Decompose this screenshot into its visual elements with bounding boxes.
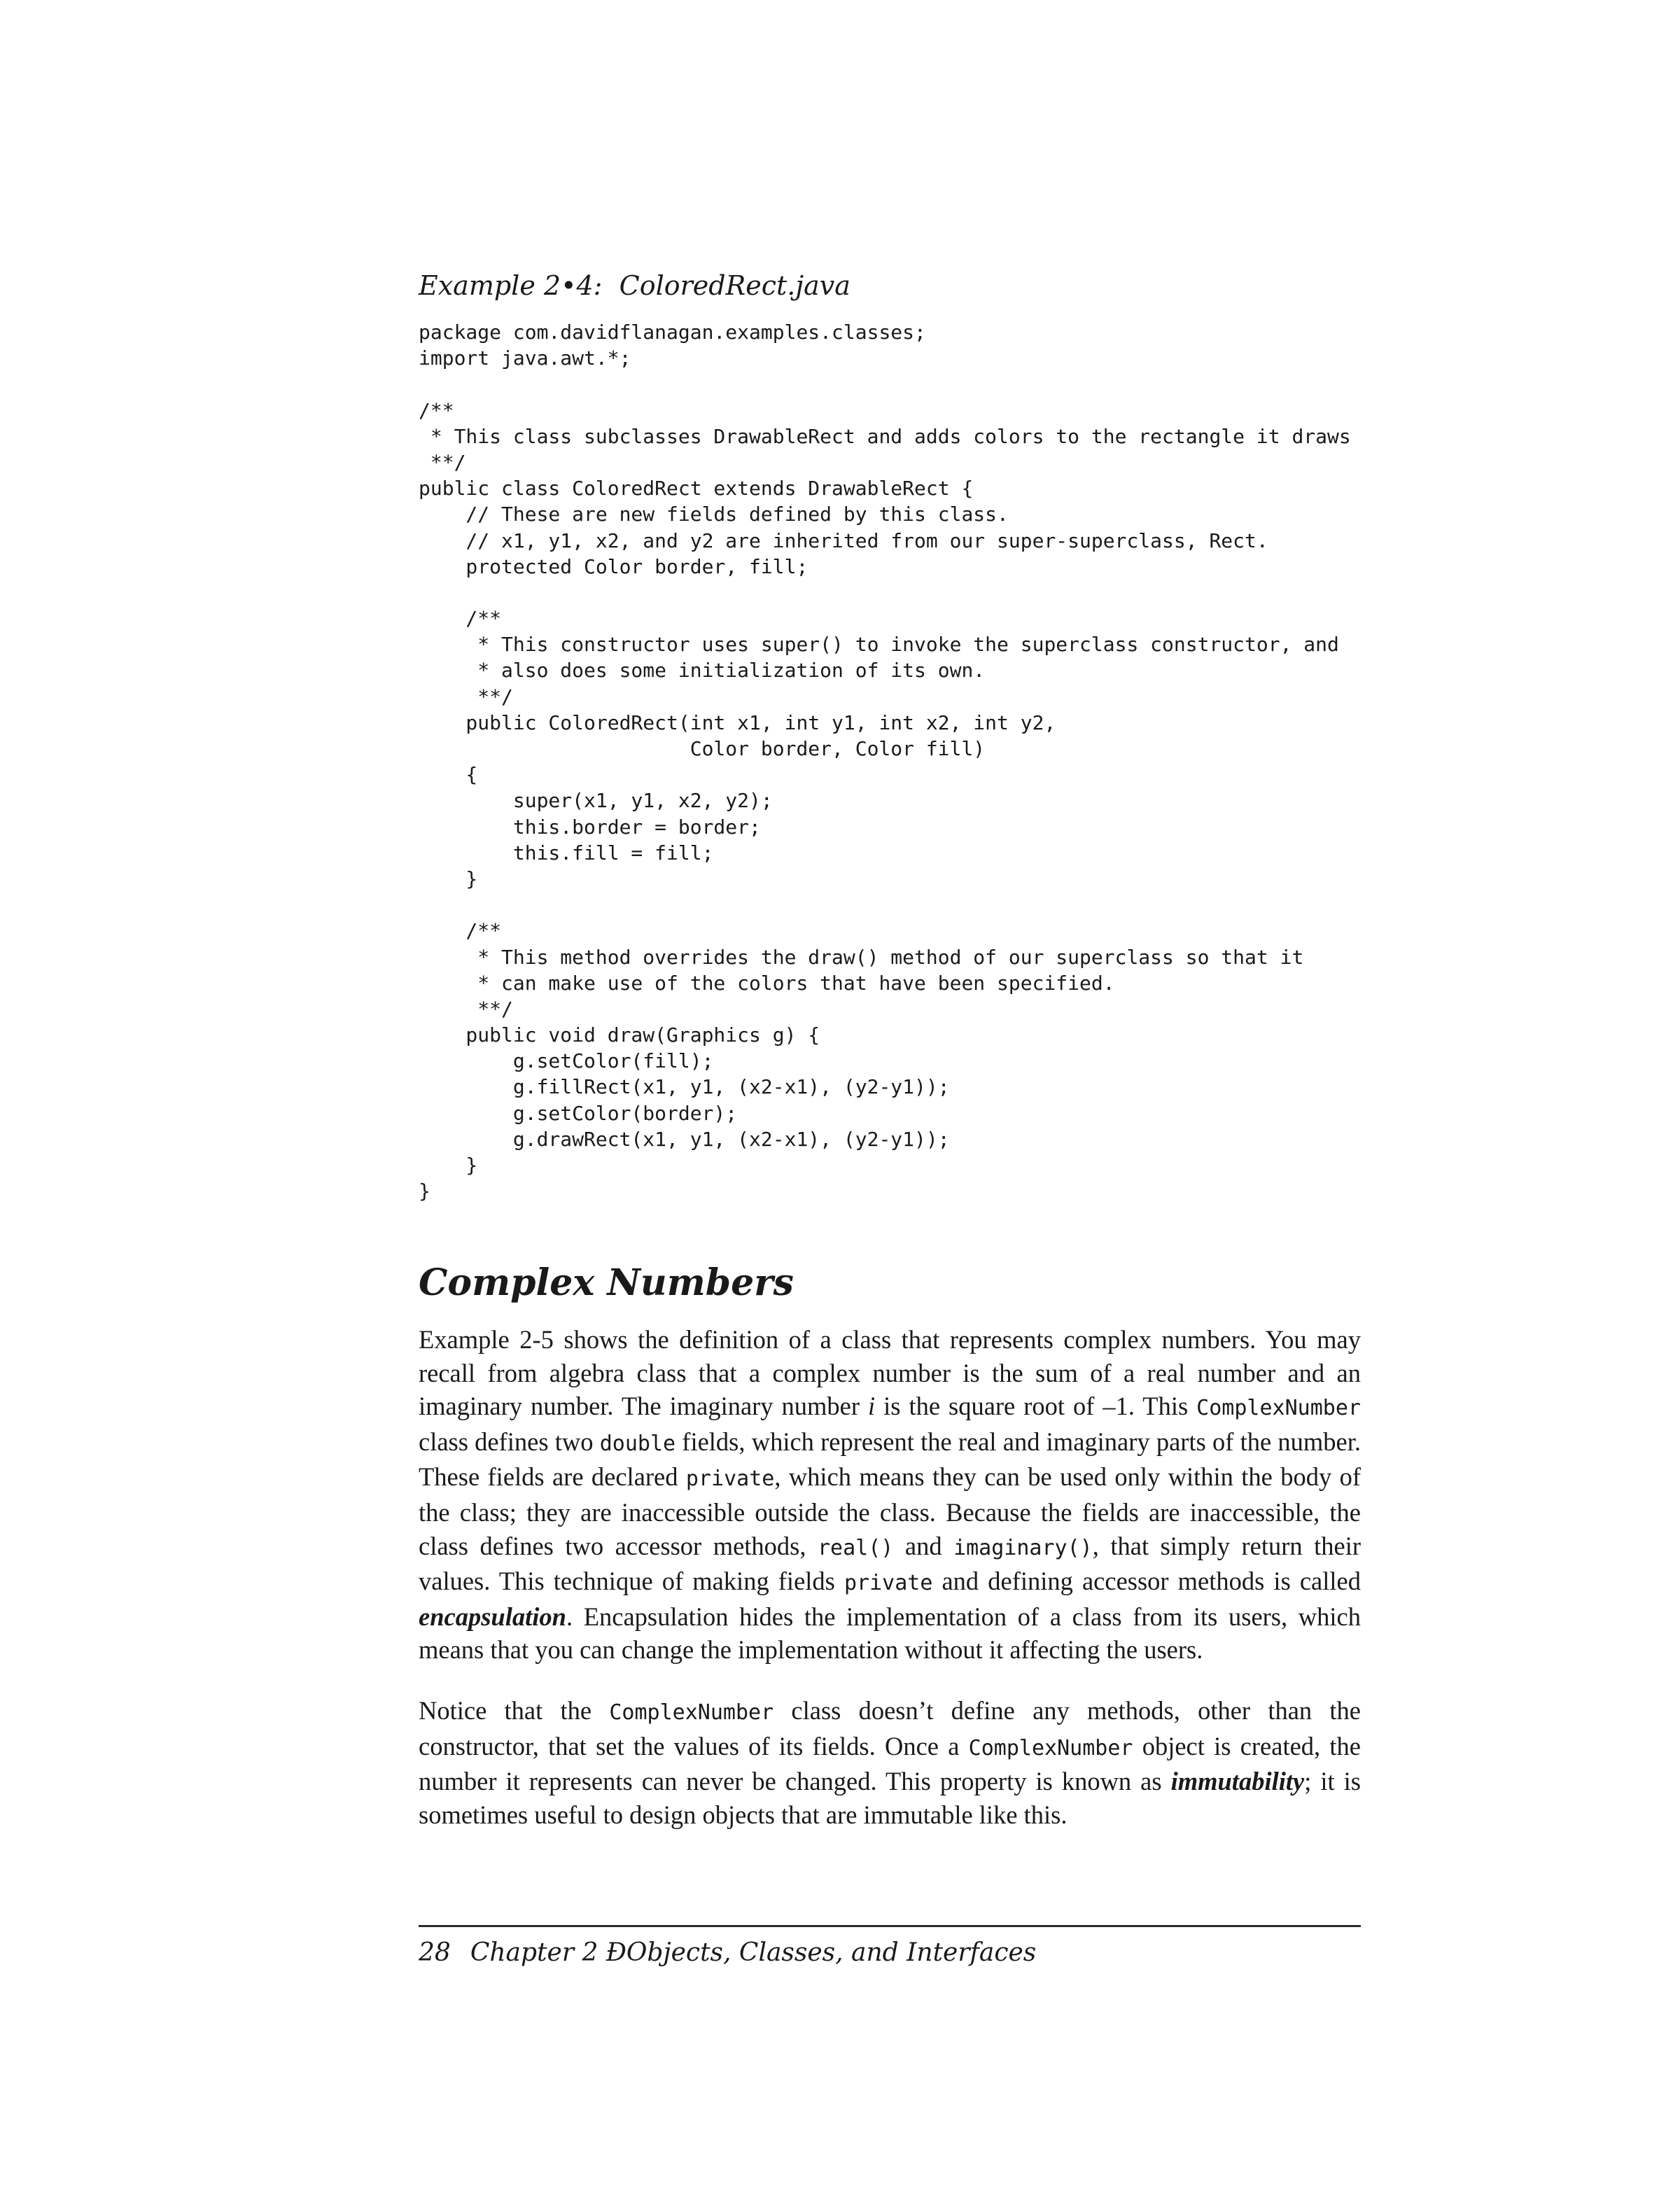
code-line: super(x1, y1, x2, y2); <box>419 789 773 813</box>
code-line: this.border = border; <box>419 815 761 839</box>
text-run: , that simply return their values. This technique of making fields <box>419 1531 1361 1596</box>
code-line: this.fill = fill; <box>419 841 714 864</box>
text-run: is the square root of –1. This <box>875 1392 1197 1421</box>
code-line: g.setColor(fill); <box>419 1049 714 1073</box>
text-run: Notice that the <box>419 1696 610 1725</box>
example-caption: Example 2•4: ColoredRect.java <box>419 270 850 301</box>
emphasis: immutability <box>1170 1767 1305 1796</box>
code-line <box>419 371 1351 397</box>
text-run: class defines two <box>419 1427 600 1456</box>
emphasis: encapsulation <box>419 1602 566 1631</box>
inline-code: ComplexNumber <box>609 1700 774 1725</box>
code-line: } <box>419 1180 430 1203</box>
inline-code: private <box>685 1466 775 1492</box>
code-line: /** <box>419 607 502 631</box>
inline-code: double <box>599 1431 676 1456</box>
text-run: object is created, the number it represents can never be changed. This property is known as <box>419 1731 1362 1796</box>
text-run: fields, which represent the real and imaginary parts of the number. These fields are declared <box>419 1427 1361 1492</box>
code-line: * can make use of the colors that have been specified. <box>419 971 1115 995</box>
code-listing <box>419 319 1351 1204</box>
body-paragraph <box>419 1694 1361 1831</box>
code-line: package com.davidflanagan.examples.classes; <box>419 321 926 344</box>
code-line: **/ <box>419 997 513 1021</box>
text-run: Example 2-5 shows the definition of a class that represents complex numbers. You may recall from algebra class that a complex number is the sum of a real number and an imaginary number. The imaginary number <box>419 1325 1361 1421</box>
page-number: 28 <box>419 1938 451 1967</box>
page-footer <box>419 1933 1036 1973</box>
text-run: ; it is sometimes useful to design objects that are immutable like this. <box>419 1767 1361 1829</box>
text-run: and defining accessor methods is called <box>932 1567 1361 1596</box>
code-line: public class ColoredRect extends DrawableRect { <box>419 477 974 500</box>
code-line: import java.awt.*; <box>419 346 631 370</box>
code-line: } <box>419 867 478 890</box>
code-line: * This method overrides the draw() method of our superclass so that it <box>419 945 1304 969</box>
code-line: **/ <box>419 450 466 474</box>
code-line: public void draw(Graphics g) { <box>419 1023 820 1047</box>
code-line: * This constructor uses super() to invoke the superclass constructor, and <box>419 633 1339 657</box>
code-line: /** <box>419 398 454 422</box>
code-line: * also does some initialization of its own. <box>419 659 986 682</box>
inline-code: imaginary() <box>953 1535 1093 1560</box>
section-heading: Complex Numbers <box>419 1261 794 1304</box>
code-line: g.drawRect(x1, y1, (x2-x1), (y2-y1)); <box>419 1127 950 1151</box>
code-line <box>419 892 1351 918</box>
code-line: public ColoredRect(int x1, int y1, int x2, int y2, <box>419 710 1056 734</box>
inline-code: real() <box>818 1535 894 1560</box>
footer-divider <box>419 1925 1361 1927</box>
body-paragraph <box>419 1323 1361 1667</box>
inline-code: private <box>844 1571 933 1596</box>
text-run: , which means they can be used only within the body of the class; they are inaccessible outside the class. Because the fields are inaccessible, the class defines two accessor methods, <box>419 1462 1361 1560</box>
emphasis: i <box>868 1392 876 1421</box>
inline-code: ComplexNumber <box>1196 1396 1361 1421</box>
code-line: protected Color border, fill; <box>419 554 808 578</box>
code-line: { <box>419 763 478 787</box>
code-line: g.setColor(border); <box>419 1101 738 1125</box>
code-line: * This class subclasses DrawableRect and adds colors to the rectangle it draws <box>419 424 1351 448</box>
code-line: // These are new fields defined by this class. <box>419 503 1009 526</box>
code-line: } <box>419 1154 478 1177</box>
code-line: /** <box>419 919 502 943</box>
code-line: // x1, y1, x2, and y2 are inherited from our super-superclass, Rect. <box>419 528 1268 552</box>
code-line <box>419 580 1351 606</box>
chapter-title: Chapter 2 ĐObjects, Classes, and Interfaces <box>470 1938 1037 1967</box>
code-line: g.fillRect(x1, y1, (x2-x1), (y2-y1)); <box>419 1075 950 1099</box>
text-run: class doesn’t define any methods, other than the constructor, that set the values of its fields. Once a <box>419 1696 1361 1760</box>
code-line: **/ <box>419 685 513 708</box>
text-run: and <box>893 1531 954 1560</box>
inline-code: ComplexNumber <box>968 1735 1133 1760</box>
code-line: Color border, Color fill) <box>419 737 986 760</box>
text-run: . Encapsulation hides the implementation of a class from its users, which means that you can change the implementation without it affecting the users. <box>419 1602 1361 1665</box>
